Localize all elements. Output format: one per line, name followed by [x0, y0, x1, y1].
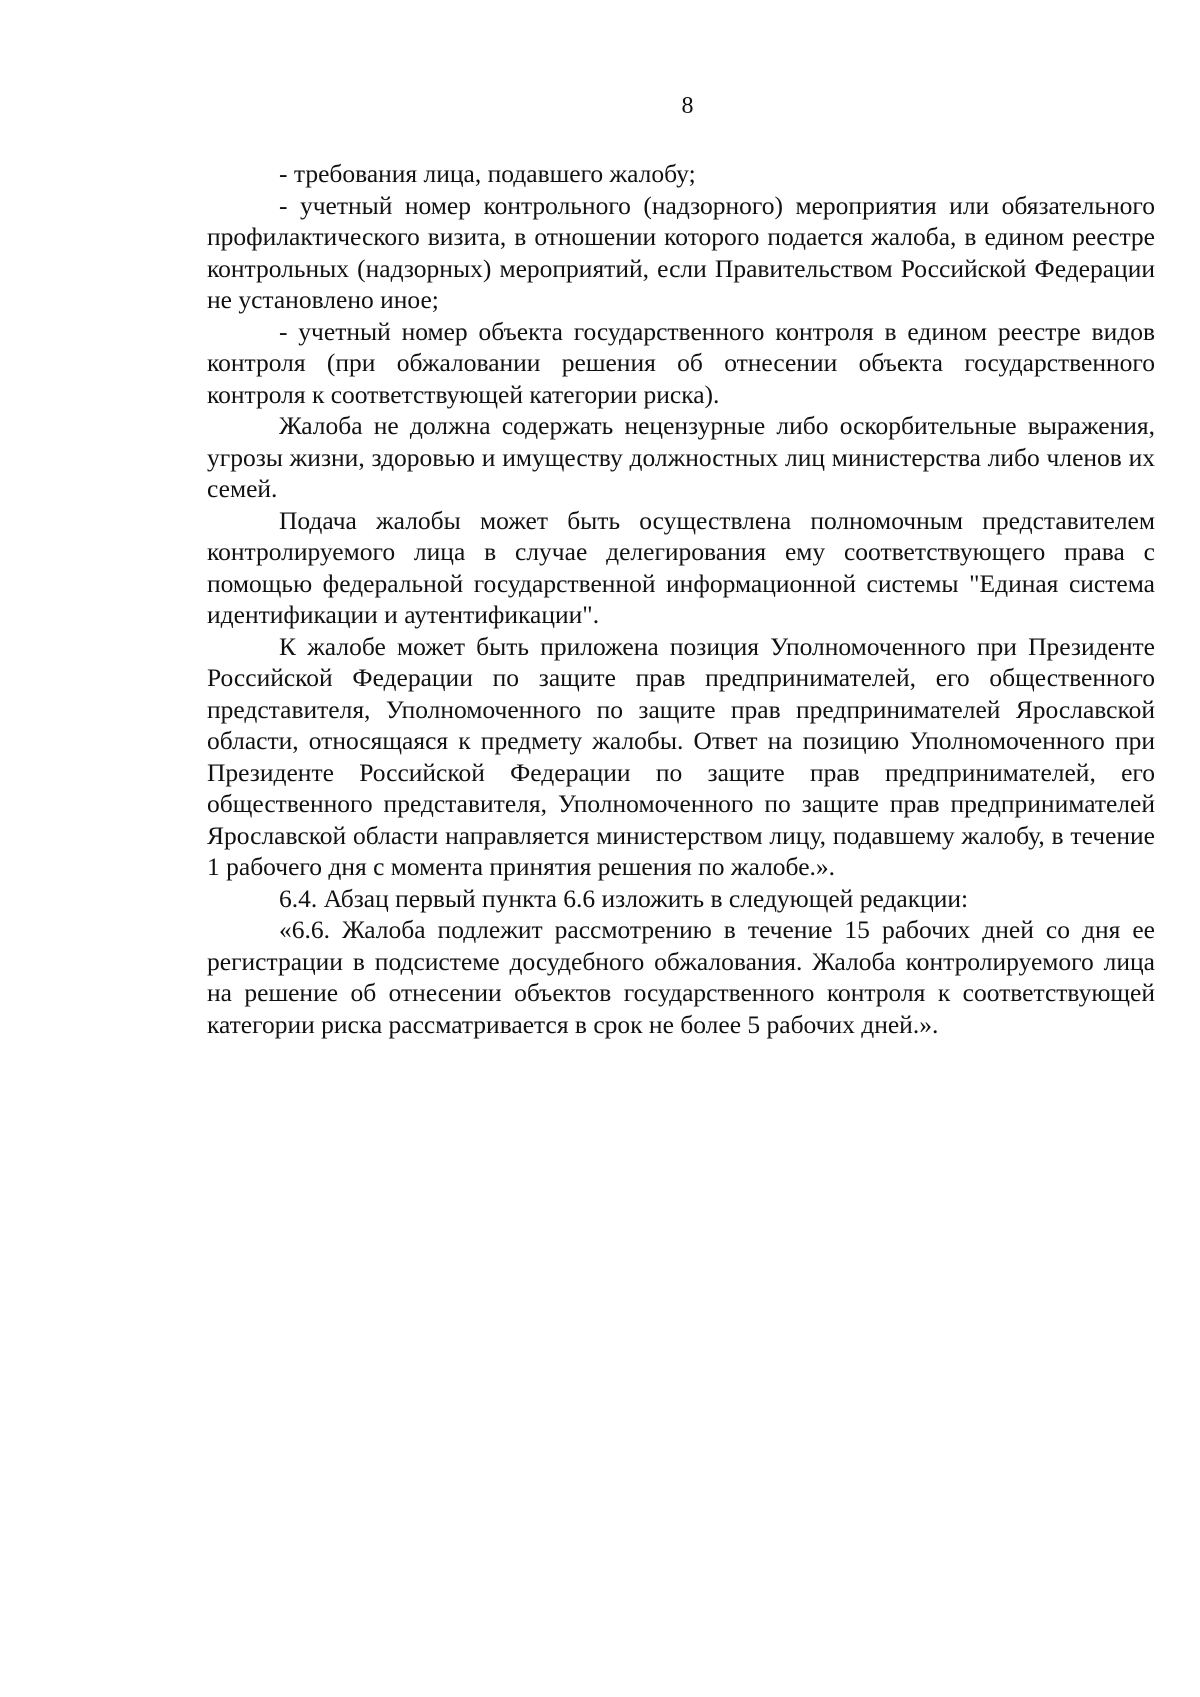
paragraph-amendment-6-4: 6.4. Абзац первый пункта 6.6 изложить в следующей редакции:: [279, 883, 969, 913]
paragraph-complainant-requirements: - требования лица, подавшего жалобу;: [279, 159, 696, 188]
paragraph-event-registration-number: - учетный номер контрольного (надзорного) мероприятия или обязательного профилактического визита, в отношении которого подается жалоба, в едином реестре контрольных (надзорных) мероприятий, если Правительством Российской Федерации не установлено иное;: [207, 190, 1155, 314]
paragraph-complaint-content-restrictions: Жалоба не должна содержать нецензурные либо оскорбительные выражения, угрозы жизни, здоровью и имуществу должностных лиц министерства либо членов их семей.: [207, 411, 1155, 503]
paragraph-object-registration-number: - учетный номер объекта государственного контроля в едином реестре видов контроля (при обжаловании решения об отнесении объекта государственного контроля к соответствующей категории риска).: [207, 316, 1155, 409]
paragraph-clause-6-6: «6.6. Жалоба подлежит рассмотрению в течение 15 рабочих дней со дня ее регистрации в подсистеме досудебного обжалования. Жалоба контролируемого лица на решение об отнесении объектов государственного контроля к соответствующей категории риска рассматривается в срок не более 5 рабочих дней.».: [207, 915, 1155, 1039]
document-body: [207, 158, 1155, 1040]
paragraph-ombudsman-position: К жалобе может быть приложена позиция Уполномоченного при Президенте Российской Федерации по защите прав предпринимателей, его общественного представителя, Уполномоченного по защите прав предпринимателей Ярославской области, относящаяся к предмету жалобы. Ответ на позицию Уполномоченного при Президенте Российской Федерации по защите прав предпринимателей, его общественного представителя, Уполномоченного по защите прав предпринимателей Ярославской области направляется министерством лицу, подавшему жалобу, в течение 1 рабочего дня с момента принятия решения по жалобе.».: [207, 631, 1155, 881]
paragraph-complaint-by-representative: Подача жалобы может быть осуществлена полномочным представителем контролируемого лица в случае делегирования ему соответствующего права с помощью федеральной государственной информационной системы "Единая система идентификации и аутентификации".: [207, 505, 1155, 629]
page-number: 8: [681, 93, 694, 119]
